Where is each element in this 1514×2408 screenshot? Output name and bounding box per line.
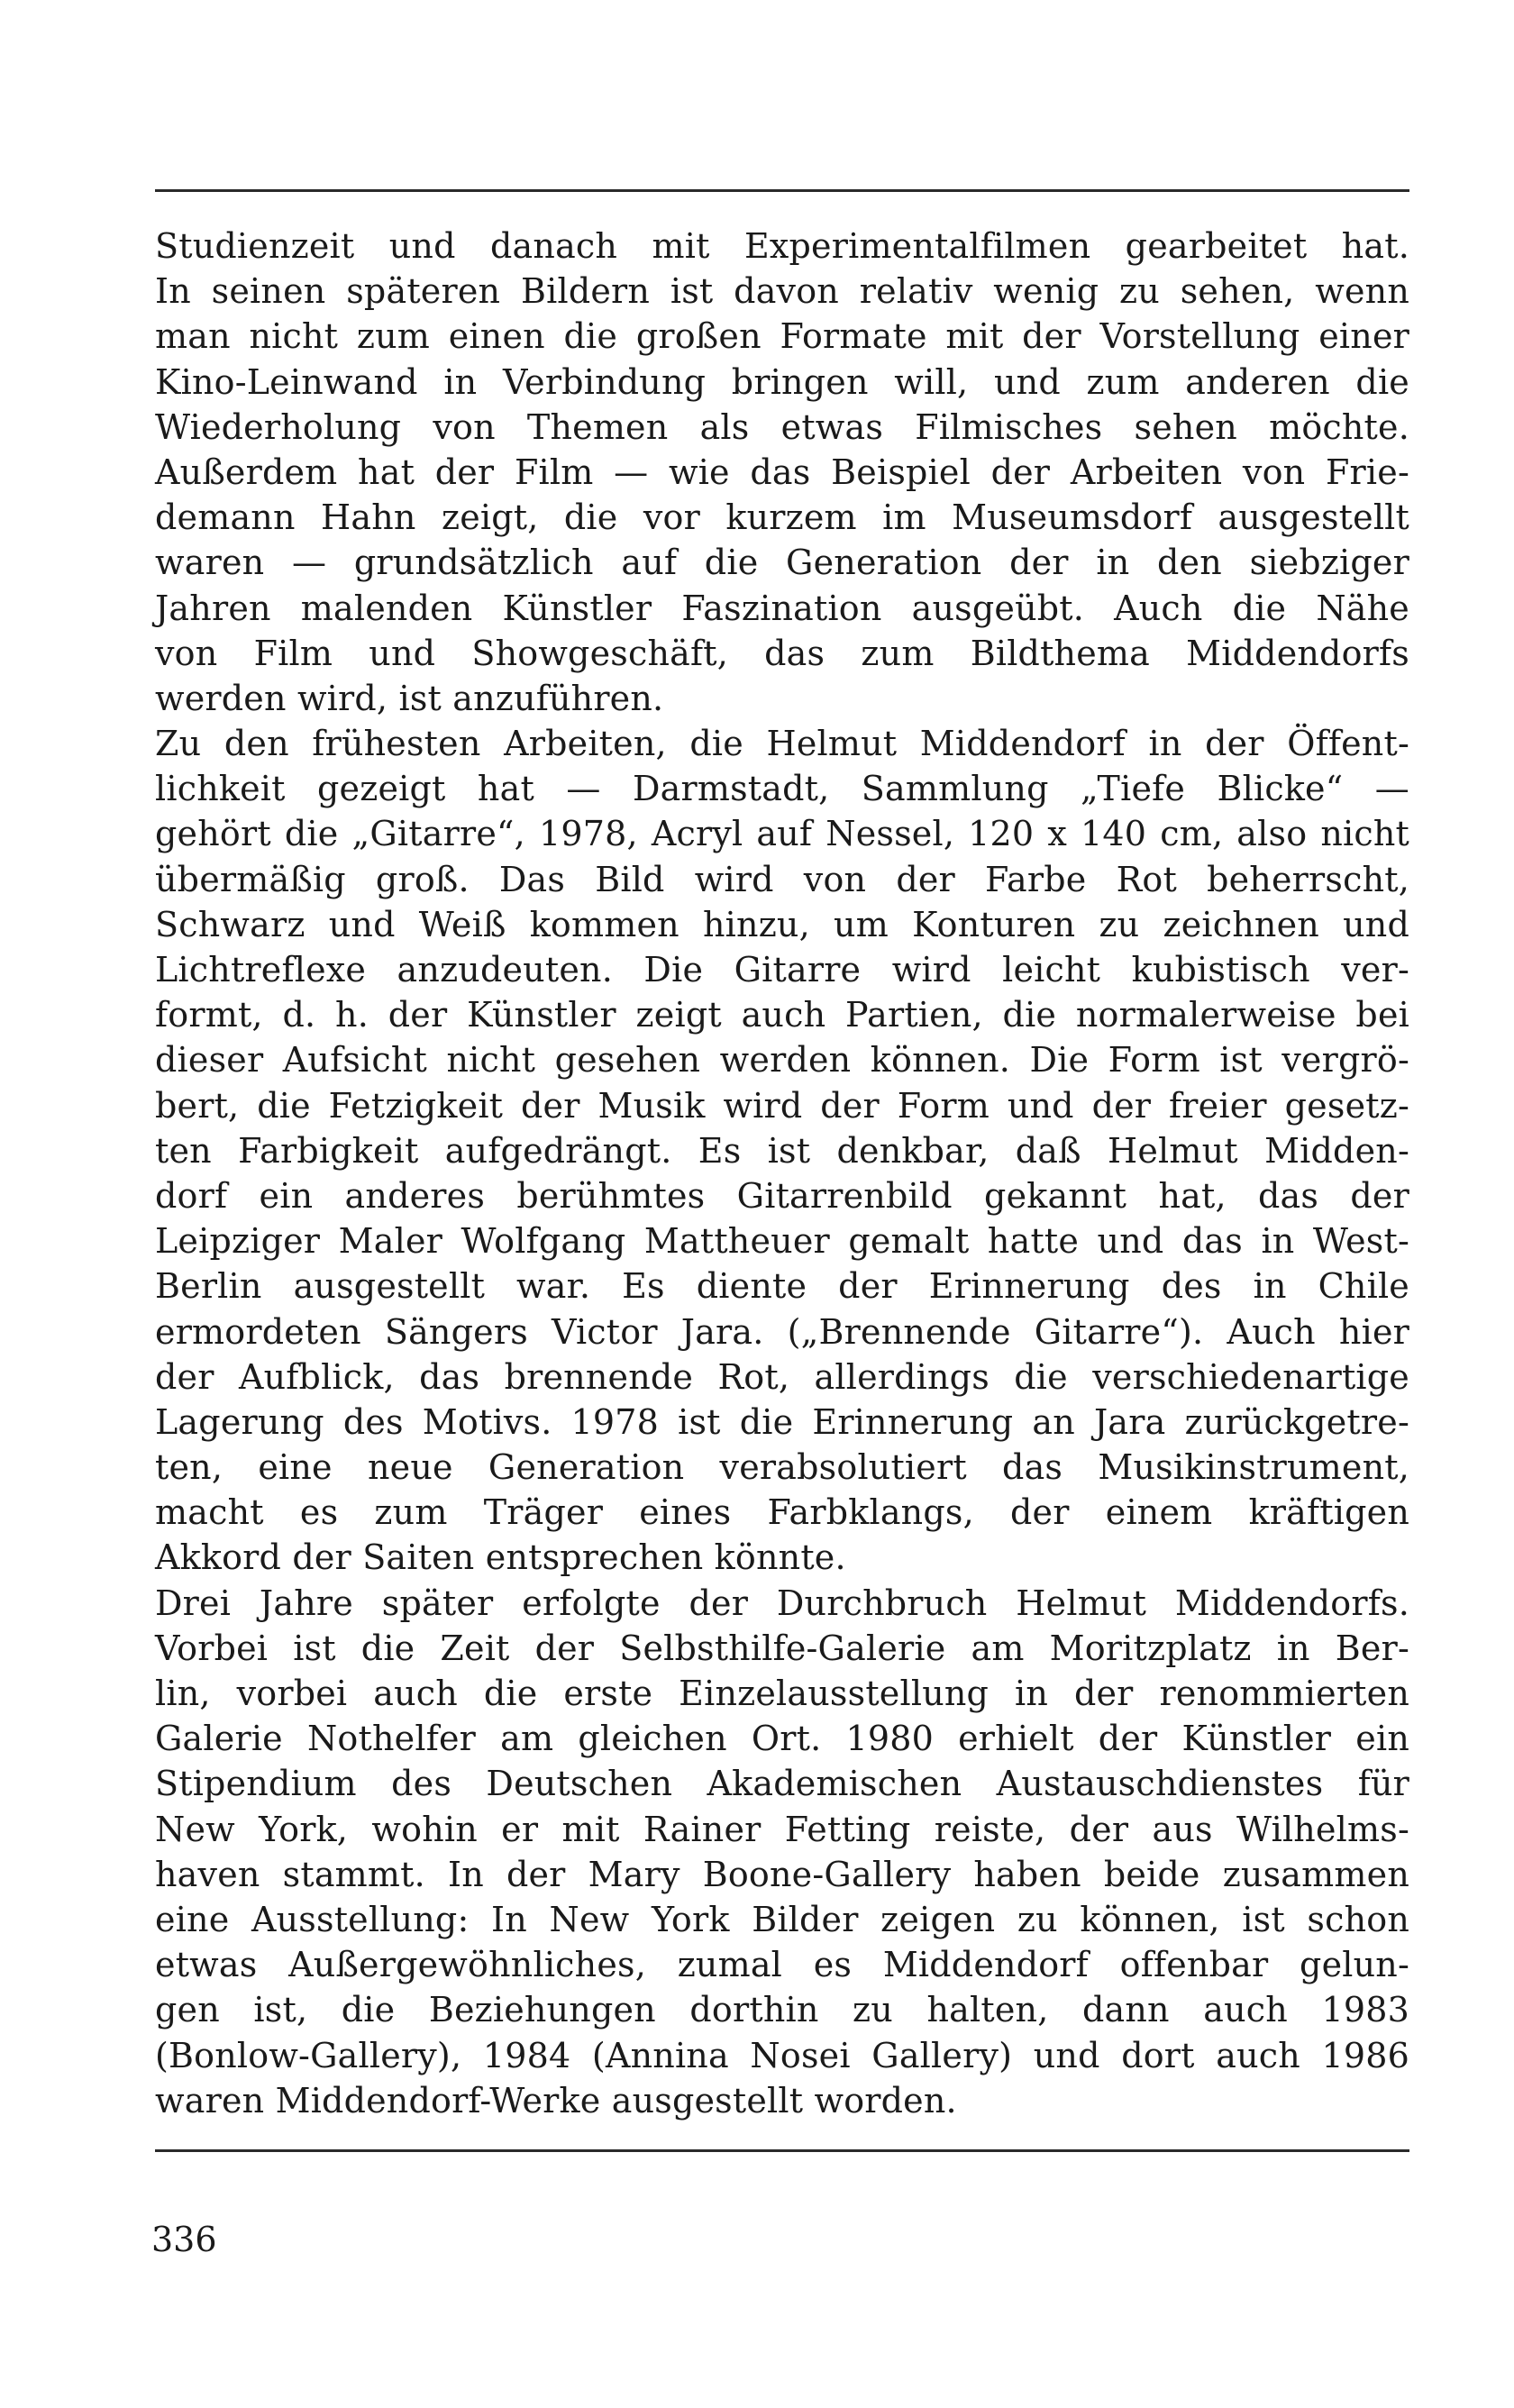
text-line: Lagerung des Motivs. 1978 ist die Erinnerung an Jara zurückgetre- xyxy=(155,1401,1409,1442)
text-line: dorf ein anderes berühmtes Gitarrenbild gekannt hat, das der xyxy=(155,1175,1409,1216)
text-line: man nicht zum einen die großen Formate mit der Vorstellung einer xyxy=(155,316,1409,357)
text-line: (Bonlow-Gallery), 1984 (Annina Nosei Gallery) und dort auch 1986 xyxy=(155,2035,1409,2075)
text-line: Leipziger Maler Wolfgang Mattheuer gemalt hatte und das in West- xyxy=(155,1221,1409,1262)
paragraph xyxy=(155,223,1409,721)
paragraph xyxy=(155,721,1409,1581)
bottom-rule xyxy=(155,2149,1409,2152)
text-line: New York, wohin er mit Rainer Fetting reiste, der aus Wilhelms- xyxy=(155,1809,1409,1849)
text-line: Drei Jahre später erfolgte der Durchbruch Helmut Middendorfs. xyxy=(155,1583,1409,1623)
text-line: formt, d. h. der Künstler zeigt auch Partien, die normalerweise bei xyxy=(155,995,1409,1035)
text-line: ten Farbigkeit aufgedrängt. Es ist denkbar, daß Helmut Midden- xyxy=(155,1130,1409,1171)
text-line: von Film und Showgeschäft, das zum Bildthema Middendorfs xyxy=(155,633,1409,673)
text-line: Stipendium des Deutschen Akademischen Austauschdienstes für xyxy=(155,1764,1409,1804)
text-line: Jahren malenden Künstler Faszination ausgeübt. Auch die Nähe xyxy=(155,588,1409,628)
text-line: macht es zum Träger eines Farbklangs, der einem kräftigen xyxy=(155,1492,1409,1533)
text-line: der Aufblick, das brennende Rot, allerdings die verschiedenartige xyxy=(155,1356,1409,1397)
text-line: werden wird, ist anzuführen. xyxy=(155,678,664,718)
text-line: lichkeit gezeigt hat — Darmstadt, Sammlung „Tiefe Blicke“ — xyxy=(155,769,1409,809)
text-line: übermäßig groß. Das Bild wird von der Farbe Rot beherrscht, xyxy=(155,859,1409,899)
text-line: haven stammt. In der Mary Boone-Gallery haben beide zusammen xyxy=(155,1854,1409,1894)
text-line: Galerie Nothelfer am gleichen Ort. 1980 erhielt der Künstler ein xyxy=(155,1719,1409,1759)
text-line: waren Middendorf-Werke ausgestellt worden. xyxy=(155,2080,957,2121)
text-line: In seinen späteren Bildern ist davon relativ wenig zu sehen, wenn xyxy=(155,271,1409,312)
text-line: Vorbei ist die Zeit der Selbsthilfe-Galerie am Moritzplatz in Ber- xyxy=(155,1628,1409,1668)
text-line: ten, eine neue Generation verabsolutiert das Musikinstrument, xyxy=(155,1447,1409,1488)
text-line: Kino-Leinwand in Verbindung bringen will, und zum anderen die xyxy=(155,361,1409,402)
text-line: waren — grundsätzlich auf die Generation der in den siebziger xyxy=(155,543,1409,583)
text-line: bert, die Fetzigkeit der Musik wird der Form und der freier gesetz- xyxy=(155,1085,1409,1126)
paragraph xyxy=(155,1581,1409,2123)
text-line: etwas Außergewöhnliches, zumal es Middendorf offenbar gelun- xyxy=(155,1945,1409,1985)
top-rule xyxy=(155,189,1409,192)
text-line: gehört die „Gitarre“, 1978, Acryl auf Nessel, 120 x 140 cm, also nicht xyxy=(155,814,1409,854)
text-line: Studienzeit und danach mit Experimentalfilmen gearbeitet hat. xyxy=(155,226,1409,266)
text-line: ermordeten Sängers Victor Jara. („Brennende Gitarre“). Auch hier xyxy=(155,1311,1409,1352)
text-line: Akkord der Saiten entsprechen könnte. xyxy=(155,1537,846,1578)
text-line: gen ist, die Beziehungen dorthin zu halten, dann auch 1983 xyxy=(155,1990,1409,2030)
page-number: 336 xyxy=(151,2220,217,2259)
text-line: lin, vorbei auch die erste Einzelausstellung in der renommierten xyxy=(155,1674,1409,1713)
text-line: dieser Aufsicht nicht gesehen werden können. Die Form ist vergrö- xyxy=(155,1040,1409,1081)
text-line: Außerdem hat der Film — wie das Beispiel der Arbeiten von Frie- xyxy=(155,452,1409,492)
text-line: Zu den frühesten Arbeiten, die Helmut Middendorf in der Öffent- xyxy=(155,724,1409,764)
text-line: demann Hahn zeigt, die vor kurzem im Museumsdorf ausgestellt xyxy=(155,497,1409,538)
text-line: Berlin ausgestellt war. Es diente der Erinnerung des in Chile xyxy=(155,1266,1409,1307)
text-line: eine Ausstellung: In New York Bilder zeigen zu können, ist schon xyxy=(155,1899,1409,1939)
body-text xyxy=(155,223,1409,2123)
text-line: Wiederholung von Themen als etwas Filmisches sehen möchte. xyxy=(155,406,1409,447)
text-line: Schwarz und Weiß kommen hinzu, um Konturen zu zeichnen und xyxy=(155,904,1409,944)
text-line: Lichtreflexe anzudeuten. Die Gitarre wird leicht kubistisch ver- xyxy=(155,950,1409,990)
